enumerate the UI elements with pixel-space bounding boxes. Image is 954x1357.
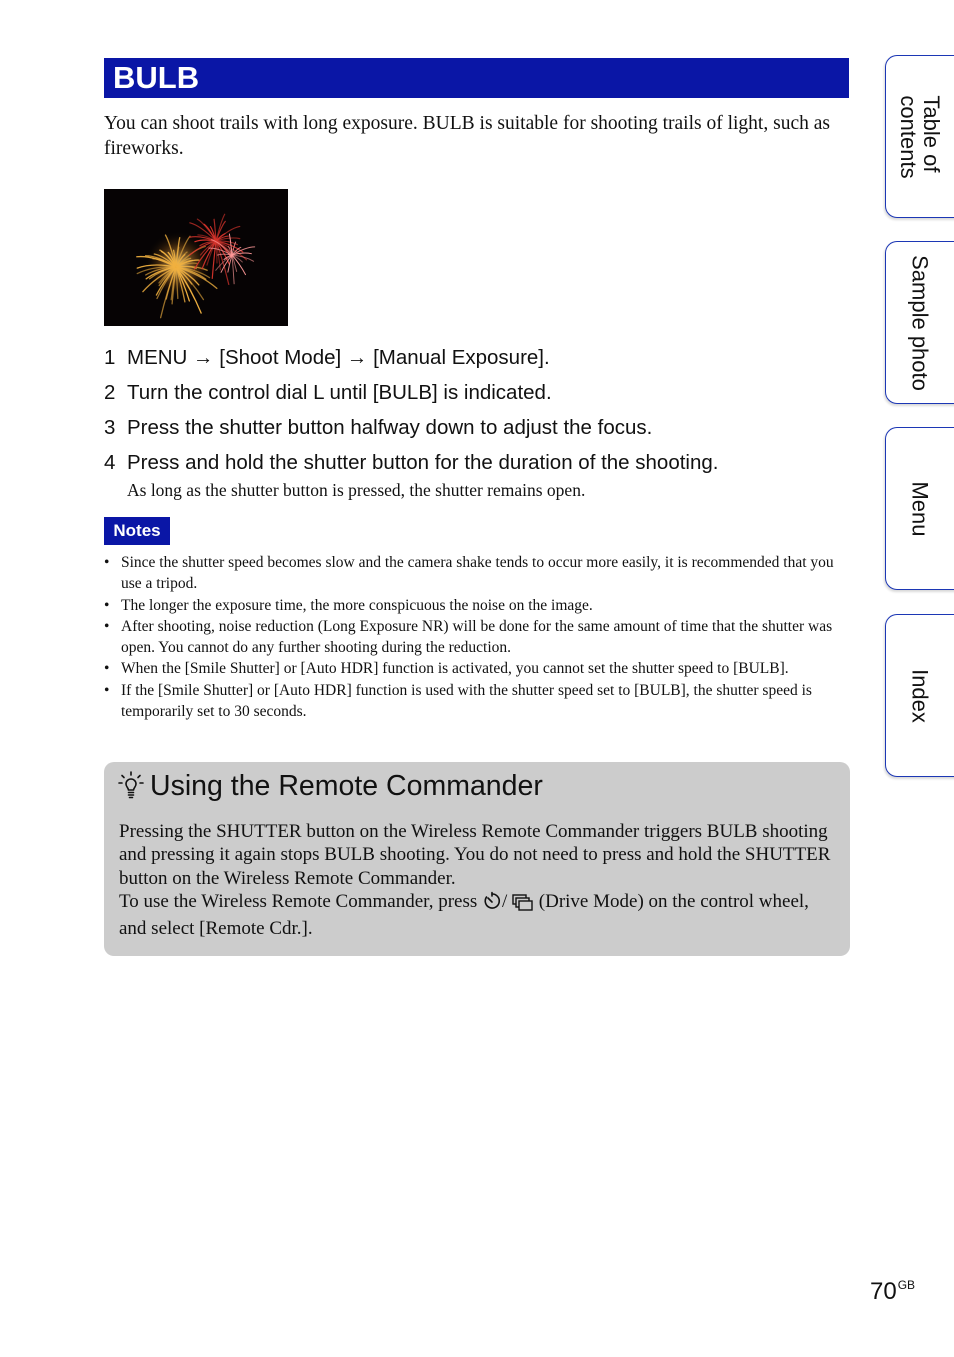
page-number: [870, 1278, 915, 1306]
notes-list: [104, 552, 839, 722]
fireworks-photo: [104, 189, 288, 326]
page-number-value: 70: [870, 1278, 897, 1305]
bullet: •: [104, 617, 110, 635]
hint-body: [119, 820, 837, 940]
hint-title: [118, 768, 543, 808]
step-text: Press and hold the shutter button for the duration of the shooting.: [127, 451, 719, 474]
tab-label: Index: [907, 669, 933, 723]
step-2: [104, 378, 849, 413]
bullet: •: [104, 681, 110, 699]
bullet: •: [104, 660, 110, 678]
icon-separator: /: [502, 890, 508, 912]
note-text: After shooting, noise reduction (Long Exposure NR) will be done for the same amount of time that the shutter was open. You cannot do any further shooting during the reduction.: [121, 617, 833, 657]
tab-table-of-contents[interactable]: [885, 55, 954, 218]
procedure-steps: [104, 343, 849, 483]
hint-title-text: Using the Remote Commander: [150, 770, 543, 802]
intro-paragraph: You can shoot trails with long exposure. BULB is suitable for shooting trails of light, such as fireworks.: [104, 113, 830, 159]
tab-menu[interactable]: [885, 427, 954, 590]
hint-box: [104, 762, 850, 956]
bullet: •: [104, 554, 110, 571]
tab-label: Table of contents: [896, 95, 944, 179]
tab-index[interactable]: [885, 614, 954, 777]
hint-text: (Drive Mode) on the control wheel, and select [Remote Cdr.].: [119, 890, 809, 940]
note-item: [104, 552, 839, 595]
step-number: 3: [104, 416, 116, 439]
hint-text: To use the Wireless Remote Commander, press: [119, 890, 482, 912]
tab-label: Sample photo: [907, 255, 933, 391]
step-3: [104, 413, 849, 448]
step-number: 4: [104, 451, 116, 474]
note-item: [104, 680, 839, 723]
continuous-shooting-icon: [512, 893, 534, 917]
tab-label: Menu: [907, 481, 933, 537]
step-number: 1: [104, 346, 116, 369]
page-title: BULB: [104, 58, 849, 98]
bullet: •: [104, 596, 110, 614]
note-item: [104, 616, 839, 659]
notes-label: Notes: [104, 517, 170, 545]
hint-paragraph-1: Pressing the SHUTTER button on the Wireless Remote Commander triggers BULB shooting and pressing it again stops BULB shooting. You do not need to press and hold the SHUTTER button on the Wireless Remote Commander.: [119, 821, 831, 889]
note-item: [104, 658, 839, 679]
step-text: MENU → [Shoot Mode] → [Manual Exposure].: [127, 346, 550, 369]
note-text: Since the shutter speed becomes slow and the camera shake tends to occur more easily, it is recommended that you use a tripod.: [121, 554, 834, 593]
hint-paragraph-2: [119, 890, 837, 941]
step-4-detail: As long as the shutter button is pressed, the shutter remains open.: [127, 480, 586, 500]
note-text: The longer the exposure time, the more conspicuous the noise on the image.: [121, 596, 593, 614]
self-timer-icon: [482, 891, 502, 917]
step-text: Press the shutter button halfway down to adjust the focus.: [127, 416, 653, 439]
lightbulb-icon: [118, 771, 144, 808]
tab-sample-photo[interactable]: [885, 241, 954, 404]
note-text: When the [Smile Shutter] or [Auto HDR] function is activated, you cannot set the shutter speed to [BULB].: [121, 660, 789, 678]
note-item: [104, 595, 839, 616]
note-text: If the [Smile Shutter] or [Auto HDR] function is used with the shutter speed set to [BULB], the shutter speed is temporarily set to 30 seconds.: [121, 681, 812, 721]
page-suffix: GB: [897, 1278, 916, 1292]
step-number: 2: [104, 381, 116, 404]
step-1: [104, 343, 849, 378]
step-text: Turn the control dial L until [BULB] is indicated.: [127, 381, 552, 404]
